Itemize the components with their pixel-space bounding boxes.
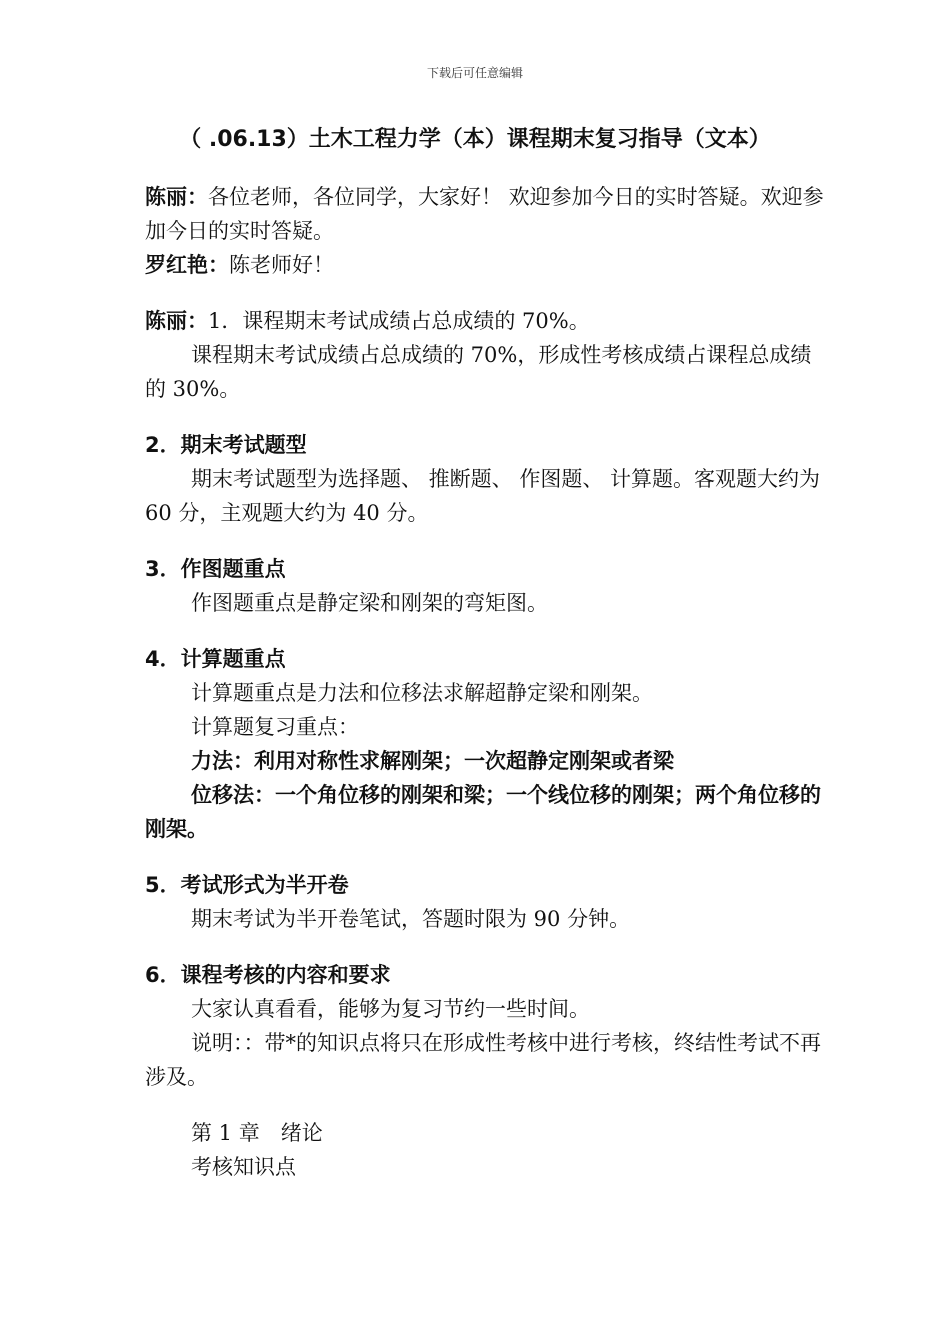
- chapter-subtitle: 考核知识点: [191, 1155, 296, 1179]
- paragraph: 计算题重点是力法和位移法求解超静定梁和刚架。: [191, 681, 653, 705]
- paragraph: 大家认真看看，能够为复习节约一些时间。: [191, 997, 590, 1021]
- document-title: （ .06.13）土木工程力学（本）课程期末复习指导（文本）: [179, 127, 771, 152]
- spacer: [145, 936, 825, 958]
- spacer: [145, 620, 825, 642]
- paragraph: 计算题复习重点：: [191, 715, 359, 739]
- speaker-name: 罗红艳：: [145, 253, 229, 277]
- speaker-name: 陈丽：: [145, 185, 208, 209]
- spacer: [145, 1094, 825, 1116]
- section-heading: 6．课程考核的内容和要求: [145, 963, 391, 987]
- dialogue-text: 陈老师好！: [229, 253, 334, 277]
- section-heading: 4．计算题重点: [145, 647, 286, 671]
- section-heading: 5．考试形式为半开卷: [145, 873, 349, 897]
- paragraph: 作图题重点是静定梁和刚架的弯矩图。: [191, 591, 548, 615]
- paragraph: 期末考试为半开卷笔试，答题时限为 90 分钟。: [191, 907, 631, 931]
- spacer: [145, 406, 825, 428]
- bold-paragraph: 位移法：一个角位移的刚架和梁；一个线位移的刚架；两个角位移的刚架。: [145, 783, 821, 841]
- page-header: 下载后可任意编辑: [426, 66, 523, 80]
- spacer: [145, 530, 825, 552]
- dialogue-line: [145, 304, 825, 338]
- section-heading: 2．期末考试题型: [145, 433, 307, 457]
- dialogue-text: 1．课程期末考试成绩占总成绩的 70%。: [208, 309, 590, 333]
- spacer: [145, 282, 825, 304]
- document-body: [145, 180, 825, 1184]
- paragraph: 期末考试题型为选择题、 推断题、 作图题、 计算题。客观题大约为 60 分，主观题大约为 40 分。: [145, 467, 821, 525]
- speaker-name: 陈丽：: [145, 309, 208, 333]
- spacer: [145, 846, 825, 868]
- paragraph: 说明：：带*的知识点将只在形成性考核中进行考核，终结性考试不再涉及。: [145, 1031, 821, 1089]
- dialogue-text: 各位老师，各位同学，大家好！ 欢迎参加今日的实时答疑。欢迎参加今日的实时答疑。: [145, 185, 824, 243]
- paragraph: 课程期末考试成绩占总成绩的 70%，形成性考核成绩占课程总成绩的 30%。: [145, 343, 812, 401]
- bold-paragraph: 力法：利用对称性求解刚架；一次超静定刚架或者梁: [191, 749, 674, 773]
- chapter-title: 第 1 章 绪论: [191, 1121, 323, 1145]
- dialogue-line: [145, 248, 825, 282]
- dialogue-line: [145, 180, 825, 248]
- section-heading: 3．作图题重点: [145, 557, 286, 581]
